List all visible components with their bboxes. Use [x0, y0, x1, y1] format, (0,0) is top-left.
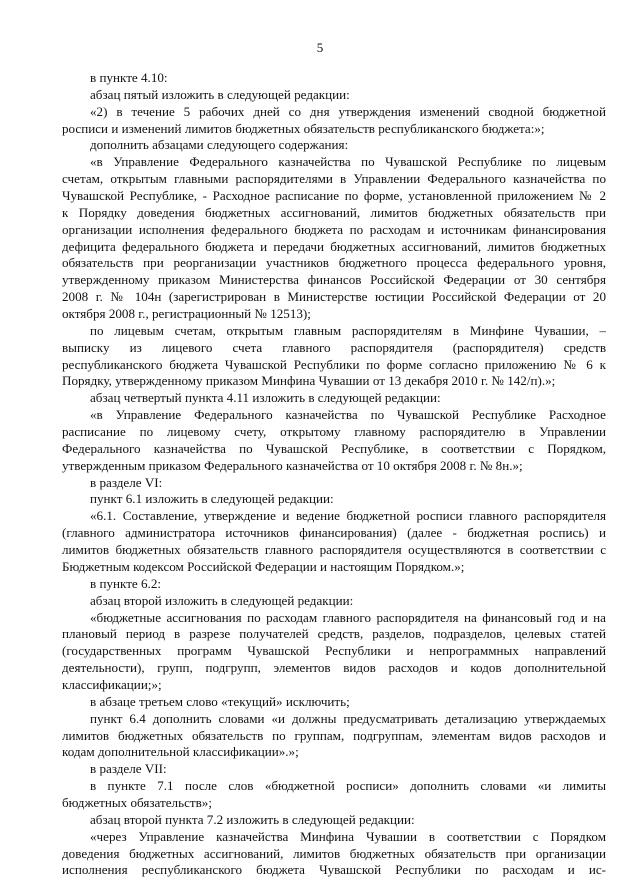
text-line: лимитов бюджетных обязательств по группам, подгруппам, элементам видов расходов и — [62, 727, 606, 743]
text-line: Порядку, утвержденному приказом Минфина Чувашии от 13 декабря 2010 г. № 142/п).»; — [62, 373, 556, 389]
text-line: республиканского бюджета Чувашской Республики по форме согласно приложению № 6 к — [62, 356, 606, 372]
text-line: в разделе VI: — [90, 474, 163, 490]
text-line: лимитов бюджетных обязательств главного распорядителя осуществляются в соответствии с — [62, 542, 606, 558]
text-line: (главного администратора источников финансирования) (далее - бюджетная роспись) и — [62, 525, 606, 541]
text-line: утвержденным приказом Федерального казначейства от 10 октября 2008 г. № 8н.»; — [62, 457, 523, 473]
text-line: «в Управление Федерального казначейства по Чувашской Республике Расходное — [90, 407, 606, 423]
text-line: «через Управление казначейства Минфина Чувашии в соответствии с Порядком — [90, 828, 606, 844]
text-line: пункт 6.4 дополнить словами «и должны предусматривать детализацию утверждаемых — [90, 710, 606, 726]
text-line: дополнить абзацами следующего содержания: — [90, 137, 349, 153]
text-line: октября 2008 г., регистрационный № 12513); — [62, 306, 311, 322]
document-body — [62, 70, 606, 879]
text-line: Бюджетным кодексом Российской Федерации и настоящим Порядком.»; — [62, 558, 465, 574]
text-line: дефицита федерального бюджета и передачи бюджетных ассигнований, лимитов бюджетных — [62, 238, 606, 254]
text-line: абзац четвертый пункта 4.11 изложить в следующей редакции: — [90, 390, 441, 406]
text-line: расписание по лицевому счету, открытому главному распорядителю в Управлении — [62, 424, 606, 440]
text-line: утвержденному приказом Министерства финансов Российской Федерации от 30 сентября — [62, 272, 606, 288]
text-line: Чувашской Республике, - Расходное расписание по форме, установленной приложением № 2 — [62, 188, 606, 204]
text-line: 2008 г. № 104н (зарегистрирован в Министерстве юстиции Российской Федерации от 20 — [62, 289, 606, 305]
text-line: по лицевым счетам, открытым главным распорядителям в Минфине Чувашии, – — [90, 322, 606, 338]
text-line: пункт 6.1 изложить в следующей редакции: — [90, 491, 334, 507]
text-line: в пункте 6.2: — [90, 575, 162, 591]
text-line: выписку из лицевого счета главного распорядителя (распорядителя) средств — [62, 339, 606, 355]
text-line: «бюджетные ассигнования по расходам главного распорядителя на финансовый год и на — [90, 609, 606, 625]
text-line: к Порядку доведения бюджетных ассигнований, лимитов бюджетных обязательств при — [62, 204, 606, 220]
text-line: абзац второй пункта 7.2 изложить в следующей редакции: — [90, 811, 415, 827]
text-line: росписи и изменений лимитов бюджетных обязательств республиканского бюджета:»; — [62, 120, 545, 136]
text-line: в пункте 7.1 после слов «бюджетной росписи» дополнить словами «и лимиты — [90, 778, 606, 794]
text-line: «2) в течение 5 рабочих дней со дня утверждения изменений сводной бюджетной — [90, 103, 606, 119]
text-line: в разделе VII: — [90, 761, 167, 777]
text-line: бюджетных обязательств»; — [62, 794, 212, 810]
text-line: счетам, открытым главными распорядителями в Управлении Федерального казначейства по — [62, 171, 606, 187]
page-number: 5 — [316, 40, 324, 55]
text-line: исполнения республиканского бюджета Чувашской Республики по расходам и ис- — [62, 862, 606, 878]
text-line: доведения бюджетных ассигнований, лимитов бюджетных обязательств при организации — [62, 845, 606, 861]
text-line: «в Управление Федерального казначейства по Чувашской Республике по лицевым — [90, 154, 606, 170]
text-line: кодам дополнительной классификации».»; — [62, 744, 299, 760]
text-line: в пункте 4.10: — [90, 70, 168, 85]
text-line: (государственных программ Чувашской Республики и непрограммных направлений — [62, 643, 606, 659]
text-line: «6.1. Составление, утверждение и ведение бюджетной росписи главного распорядителя — [90, 508, 606, 524]
text-line: обязательств при реорганизации участников бюджетного процесса федерального уровня, — [62, 255, 606, 271]
text-line: абзац второй изложить в следующей редакции: — [90, 592, 354, 608]
text-line: в абзаце третьем слово «текущий» исключить; — [90, 693, 350, 709]
text-line: плановый период в разрезе получателей средств, разделов, подразделов, целевых статей — [62, 626, 606, 642]
text-line: деятельности), групп, подгрупп, элементов видов расходов и кодов дополнительной — [62, 660, 606, 676]
text-line: абзац пятый изложить в следующей редакции: — [90, 86, 350, 102]
text-line: организации исполнения федерального бюджета по расходам и источникам финансирования — [62, 221, 606, 237]
text-line: Федерального казначейства по Чувашской Республике, в соответствии с Порядком, — [62, 440, 606, 456]
text-line: классификации;»; — [62, 676, 162, 692]
